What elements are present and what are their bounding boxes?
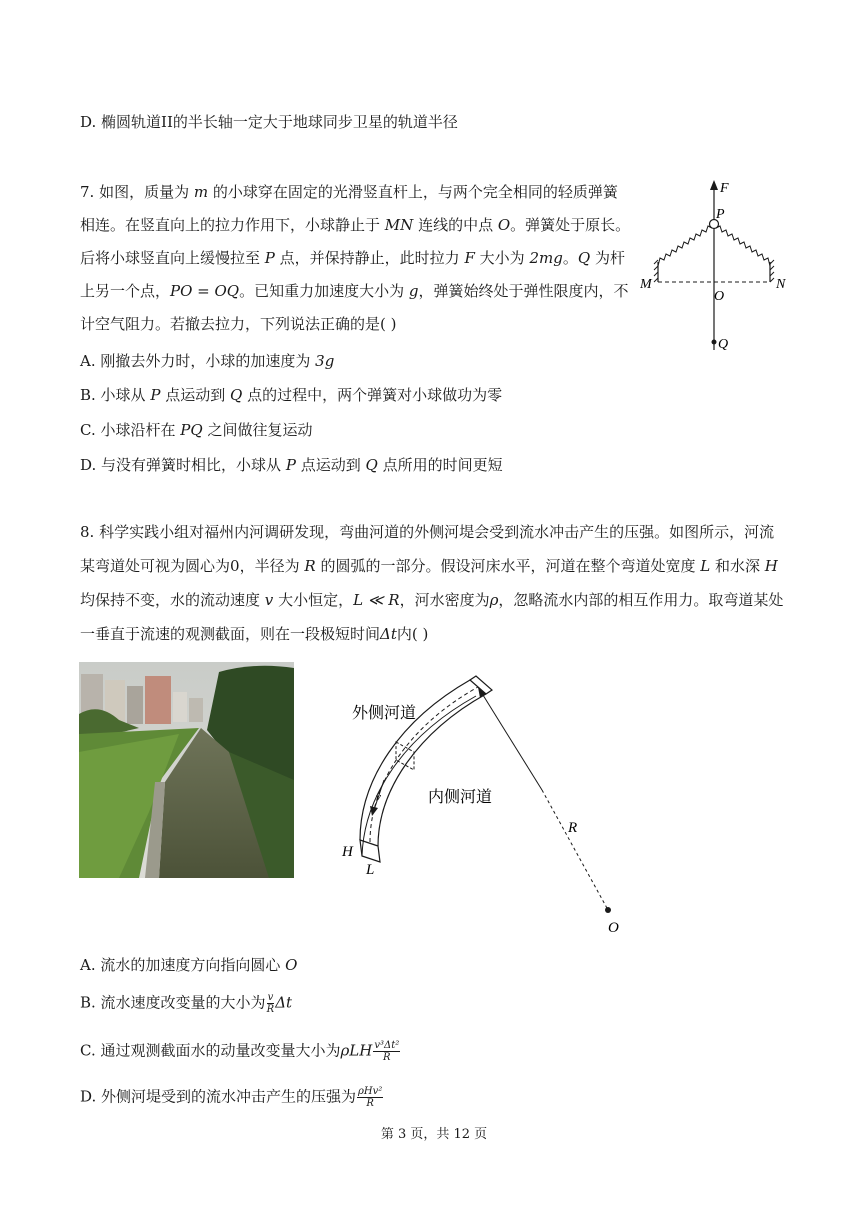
q7-stem-line3: 后将小球竖直向上缓慢拉至 P 点，并保持静止，此时拉力 F 大小为 2mg。Q 为杆 xyxy=(80,249,625,267)
q7-option-d: D. 与没有弹簧时相比，小球从 P 点运动到 Q 点所用的时间更短 xyxy=(80,456,503,474)
river-photo xyxy=(79,662,294,878)
q8-stem-line2: 某弯道处可视为圆心为0，半径为 R 的圆弧的一部分。假设河床水平，河道在整个弯道处宽度 L 和水深 H xyxy=(80,557,778,575)
label-M: M xyxy=(640,277,652,292)
q7-stem-line2: 相连。在竖直向上的拉力作用下，小球静止于 MN 连线的中点 O。弹簧处于原长。 xyxy=(80,216,631,234)
q8-option-a: A. 流水的加速度方向指向圆心 O xyxy=(80,956,298,974)
label-N: N xyxy=(776,277,786,292)
label-P: P xyxy=(716,207,725,222)
label-v: v xyxy=(376,791,381,803)
q7-stem-line4: 上另一个点，PO = OQ。已知重力加速度大小为 g，弹簧始终处于弹性限度内，不 xyxy=(80,282,629,300)
q8-stem-line4: 一垂直于流速的观测截面，则在一段极短时间Δt内( ) xyxy=(80,625,429,643)
label-F: F xyxy=(720,181,729,196)
q7-stem-line5: 计空气阻力。若撤去拉力，下列说法正确的是( ) xyxy=(80,315,397,333)
q8-stem-line3: 均保持不变，水的流动速度 v 大小恒定，L ≪ R，河水密度为ρ，忽略流水内部的相互作用力。取弯道某处 xyxy=(80,591,784,609)
q7-option-b: B. 小球从 P 点运动到 Q 点的过程中，两个弹簧对小球做功为零 xyxy=(80,386,503,404)
river-bend-diagram xyxy=(330,660,630,940)
label-inner: 内侧河道 xyxy=(428,789,493,806)
q8-option-b: B. 流水速度改变量的大小为 $\frac{v}{R}$ Δt xyxy=(80,992,293,1015)
label-O: O xyxy=(608,920,619,936)
label-outer: 外侧河道 xyxy=(352,705,417,722)
prev-option-d: D. 椭圆轨道II的半长轴一定大于地球同步卫星的轨道半径 xyxy=(80,113,458,131)
spring-diagram xyxy=(640,178,800,358)
label-H: H xyxy=(342,844,353,860)
q7-option-c: C. 小球沿杆在 PQ 之间做往复运动 xyxy=(80,421,313,439)
q7-option-a: A. 刚撤去外力时，小球的加速度为 3g xyxy=(80,352,335,370)
q7-stem-line1: 7. 如图，质量为 m 的小球穿在固定的光滑竖直杆上，与两个完全相同的轻质弹簧 xyxy=(80,183,618,201)
label-Q: Q xyxy=(718,337,729,352)
q8-stem-line1: 8. 科学实践小组对福州内河调研发现，弯曲河道的外侧河堤会受到流水冲击产生的压强。如图所示，河流 xyxy=(80,523,775,541)
label-R: R xyxy=(568,820,578,836)
q8-option-c: C. 通过观测截面水的动量改变量大小为ρLH $\frac{\text{v³Δt²}}{R}$ xyxy=(80,1040,400,1063)
page-footer: 第 3 页，共 12 页 xyxy=(380,1127,488,1142)
label-L: L xyxy=(366,862,375,878)
label-O: O xyxy=(714,289,725,304)
q8-option-d: D. 外侧河堤受到的流水冲击产生的压强为 $\frac{\text{ρHv²}}{R}$ xyxy=(80,1086,383,1109)
